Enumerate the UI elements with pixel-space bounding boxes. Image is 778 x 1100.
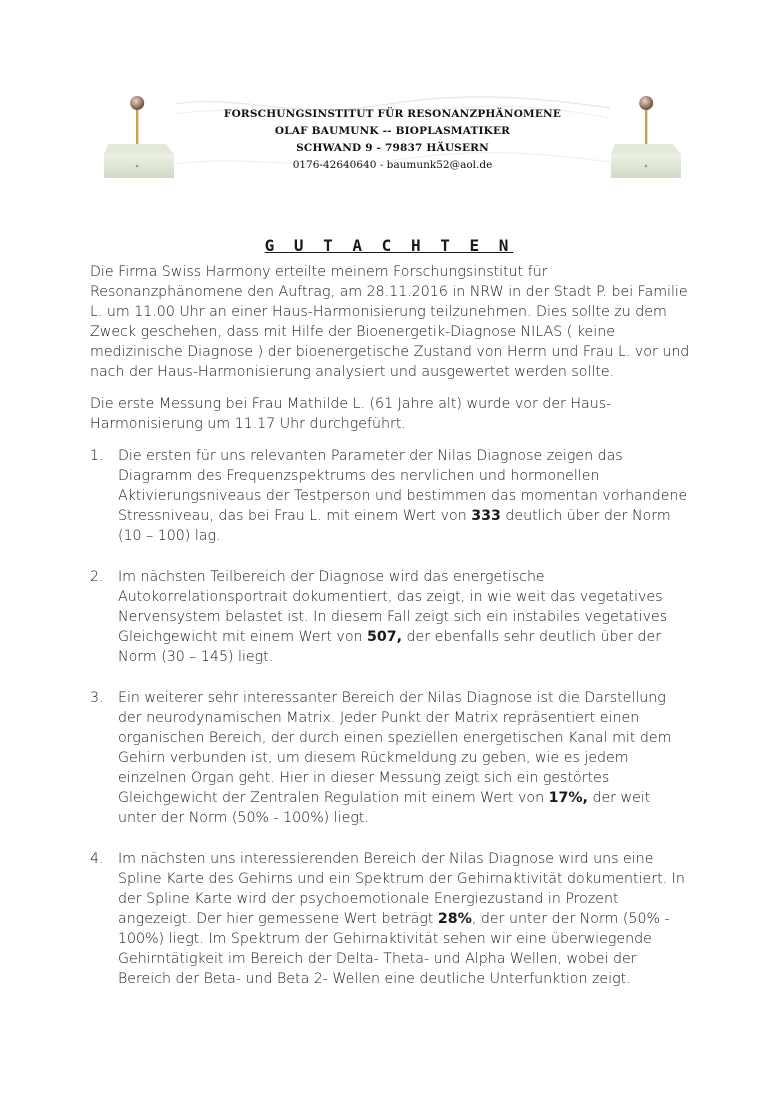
value-highlight: 17%, [548,790,588,806]
findings-list [90,446,690,989]
value-highlight: 28% [437,911,472,927]
document-title: G U T A C H T E N [264,236,514,255]
list-item: 2. Im nächsten Teilbereich der Diagnose wird das energetische Autokorrelationsportrait dokumentiert, das zeigt, in wie weit das vegetatives Nervensystem belastet ist. In diesem Fall zeigt sich ein instabiles vegetatives Gleichgewicht mit einem Wert von 507, der ebenfalls sehr deutlich über der Norm (30 – 145) liegt. [90,569,668,665]
letterhead-text [95,106,690,174]
letterhead [95,90,690,185]
address: SCHWAND 9 - 79837 HÄUSERN [296,142,489,154]
institute-name: FORSCHUNGSINSTITUT FÜR RESONANZPHÄNOMENE [223,108,562,120]
value-highlight: 507, [367,629,403,645]
author-name: OLAF BAUMUNK -- BIOPLASMATIKER [274,125,511,137]
list-item: 4. Im nächsten uns interessierenden Bereich der Nilas Diagnose wird uns eine Spline Karte des Gehirns und ein Spektrum der Gehirnaktivität dokumentiert. In der Spline Karte wird der psychoemotionale Energiezustand in Prozent angezeigt. Der hier gemessene Wert beträgt 28%, der unter der Norm (50% - 100%) liegt. Im Spektrum der Gehirnaktivität sehen wir eine überwiegende Gehirntätigkeit im Bereich der Delta- Theta- und Alpha Wellen, wobei der Bereich der Beta- und Beta 2- Wellen eine deutliche Unterfunktion zeigt. [90,851,685,987]
document-body [90,262,690,1010]
intro-paragraph: Die Firma Swiss Harmony erteilte meinem Forschungsinstitut für Resonanzphänomene den Auftrag, am 28.11.2016 in NRW in der Stadt P. bei Familie L. um 11.00 Uhr an einer Haus-Harmonisierung teilzunehmen. Dies sollte zu dem Zweck geschehen, dass mit Hilfe der Bioenergetik-Diagnose NILAS ( keine medizinische Diagnose ) der bioenergetische Zustand von Herrn und Frau L. vor und nach der Haus-Harmonisierung analysiert und ausgewertet werden sollte. [90,264,690,380]
list-item: 1. Die ersten für uns relevanten Parameter der Nilas Diagnose zeigen das Diagramm des Frequenzspektrums des nervlichen und hormonellen Aktivierungsniveaus der Testperson und bestimmen das momentan vorhandene Stressniveau, das bei Frau L. mit einem Wert von 333 deutlich über der Norm (10 – 100) lag. [90,448,688,544]
value-highlight: 333 [471,508,501,524]
measurement-paragraph: Die erste Messung bei Frau Mathilde L. (61 Jahre alt) wurde vor der Haus-Harmonisierung um 11.17 Uhr durchgeführt. [90,396,612,432]
list-item: 3. Ein weiterer sehr interessanter Bereich der Nilas Diagnose ist die Darstellung der neurodynamischen Matrix. Jeder Punkt der Matrix repräsentiert einen organischen Bereich, der durch einen speziellen energetischen Kanal mit dem Gehirn verbunden ist, um diesem Rückmeldung zu geben, wie es jedem einzelnen Organ geht. Hier in dieser Messung zeigt sich ein gestörtes Gleichgewicht der Zentralen Regulation mit einem Wert von 17%, der weit unter der Norm (50% - 100%) liegt. [90,690,672,826]
contact-info: 0176-42640640 - baumunk52@aol.de [292,159,493,171]
